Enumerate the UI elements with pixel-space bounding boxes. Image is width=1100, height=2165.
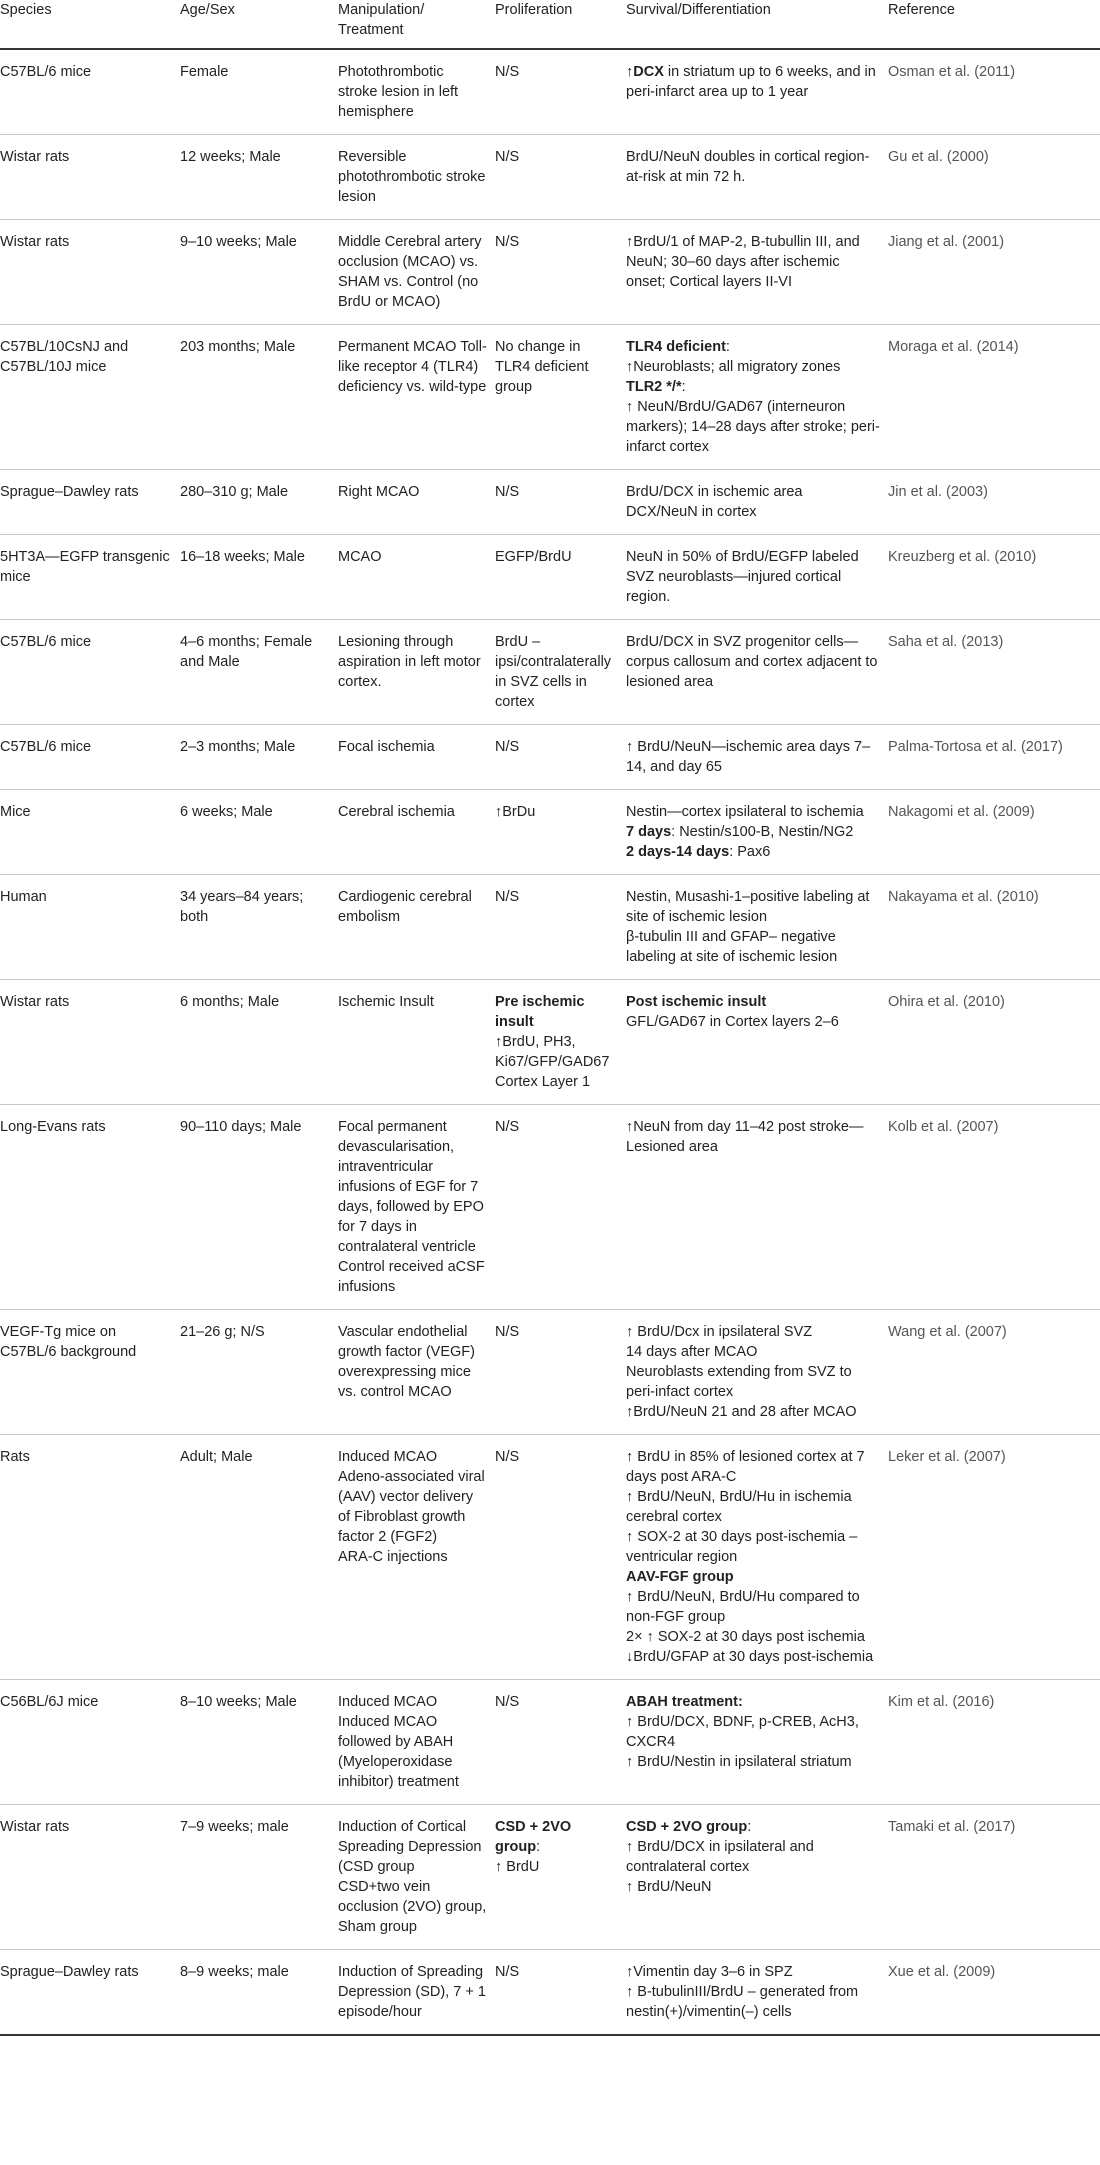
cell-survival xyxy=(626,49,888,135)
survival-line xyxy=(626,992,880,1012)
survival-text: 2× ↑ SOX-2 at 30 days post ischemia xyxy=(626,1629,865,1645)
cell-reference: Kim et al. (2016) xyxy=(888,1680,1100,1805)
cell-age-sex: 6 weeks; Male xyxy=(180,790,338,875)
cell-reference: Osman et al. (2011) xyxy=(888,49,1100,135)
survival-text: Neuroblasts extending from SVZ to peri-infact cortex xyxy=(626,1364,852,1400)
cell-proliferation xyxy=(495,1805,626,1950)
cell-proliferation xyxy=(495,620,626,725)
manipulation-line: Cardiogenic cerebral embolism xyxy=(338,889,472,925)
survival-line xyxy=(626,1567,880,1587)
cell-manipulation xyxy=(338,1435,495,1680)
survival-line xyxy=(626,802,880,822)
header-reference: Reference xyxy=(888,0,1100,49)
cell-proliferation xyxy=(495,725,626,790)
proliferation-text: ↑ BrdU xyxy=(495,1859,540,1875)
survival-text: : xyxy=(725,339,730,355)
proliferation-line xyxy=(495,547,618,567)
manipulation-line: Middle Cerebral artery occlusion (MCAO) vs. SHAM vs. Control (no BrdU or MCAO) xyxy=(338,234,482,310)
header-species: Species xyxy=(0,0,180,49)
manipulation-line: Control received aCSF infusions xyxy=(338,1259,485,1295)
manipulation-line: Cerebral ischemia xyxy=(338,804,455,820)
cell-age-sex: Adult; Male xyxy=(180,1435,338,1680)
table-header xyxy=(0,0,1100,49)
cell-reference: Nakayama et al. (2010) xyxy=(888,875,1100,980)
survival-text: 14 days after MCAO xyxy=(626,1344,758,1360)
cell-survival xyxy=(626,135,888,220)
manipulation-line: Sham group xyxy=(338,1919,417,1935)
proliferation-line xyxy=(495,632,618,712)
cell-reference: Nakagomi et al. (2009) xyxy=(888,790,1100,875)
survival-line xyxy=(626,632,880,692)
proliferation-line xyxy=(495,1322,618,1342)
proliferation-line xyxy=(495,1032,618,1092)
cell-species: C57BL/10CsNJ and C57BL/10J mice xyxy=(0,325,180,470)
header-proliferation: Proliferation xyxy=(495,0,626,49)
cell-proliferation xyxy=(495,1105,626,1310)
cell-proliferation xyxy=(495,325,626,470)
cell-survival xyxy=(626,1680,888,1805)
table-row xyxy=(0,620,1100,725)
survival-line xyxy=(626,927,880,967)
manipulation-line: Induced MCAO xyxy=(338,1694,438,1710)
cell-reference: Gu et al. (2000) xyxy=(888,135,1100,220)
proliferation-text: No change in TLR4 deficient group xyxy=(495,339,589,395)
proliferation-text: N/S xyxy=(495,149,520,165)
cell-manipulation xyxy=(338,1805,495,1950)
cell-age-sex: 12 weeks; Male xyxy=(180,135,338,220)
survival-line xyxy=(626,147,880,187)
survival-text: GFL/GAD67 in Cortex layers 2–6 xyxy=(626,1014,839,1030)
survival-line xyxy=(626,1982,880,2022)
table-row xyxy=(0,325,1100,470)
survival-line xyxy=(626,1752,880,1772)
survival-text: BrdU/NeuN doubles in cortical region-at-risk at min 72 h. xyxy=(626,149,870,185)
proliferation-line xyxy=(495,1962,618,1982)
cell-proliferation xyxy=(495,875,626,980)
cell-reference: Jin et al. (2003) xyxy=(888,470,1100,535)
survival-line xyxy=(626,1692,880,1712)
survival-text: TLR4 deficient xyxy=(626,339,726,355)
manipulation-line: Permanent MCAO Toll-like receptor 4 (TLR4) deficiency vs. wild-type xyxy=(338,339,487,395)
cell-proliferation xyxy=(495,535,626,620)
cell-manipulation xyxy=(338,1680,495,1805)
cell-survival xyxy=(626,1105,888,1310)
cell-manipulation xyxy=(338,470,495,535)
survival-text: ABAH treatment: xyxy=(626,1694,743,1710)
survival-line xyxy=(626,1647,880,1667)
header-survival: Survival/Differentiation xyxy=(626,0,888,49)
cell-manipulation xyxy=(338,535,495,620)
proliferation-text: N/S xyxy=(495,234,520,250)
survival-line xyxy=(626,1962,880,1982)
proliferation-line xyxy=(495,482,618,502)
survival-line xyxy=(626,1817,880,1837)
survival-text: ↑ B-tubulinIII/BrdU – generated from nestin(+)/vimentin(–) cells xyxy=(626,1984,859,2020)
survival-line xyxy=(626,482,880,502)
cell-species: C57BL/6 mice xyxy=(0,49,180,135)
cell-survival xyxy=(626,980,888,1105)
table-row xyxy=(0,1950,1100,2036)
survival-text: ↑DCX xyxy=(626,64,664,80)
proliferation-text: N/S xyxy=(495,64,520,80)
cell-manipulation xyxy=(338,1950,495,2036)
cell-manipulation xyxy=(338,790,495,875)
survival-line xyxy=(626,822,880,842)
survival-text: CSD + 2VO group xyxy=(626,1819,748,1835)
proliferation-line xyxy=(495,1857,618,1877)
manipulation-line: Adeno-associated viral (AAV) vector delivery of Fibroblast growth factor 2 (FGF2) xyxy=(338,1469,485,1545)
proliferation-line xyxy=(495,1817,618,1857)
cell-survival xyxy=(626,1310,888,1435)
survival-line xyxy=(626,1012,880,1032)
survival-line xyxy=(626,1447,880,1487)
proliferation-line xyxy=(495,62,618,82)
cell-species: Wistar rats xyxy=(0,135,180,220)
cell-reference: Kolb et al. (2007) xyxy=(888,1105,1100,1310)
survival-line xyxy=(626,337,880,357)
survival-text: Post ischemic insult xyxy=(626,994,767,1010)
survival-line xyxy=(626,1322,880,1342)
proliferation-line xyxy=(495,1692,618,1712)
cell-proliferation xyxy=(495,980,626,1105)
survival-text: ↑NeuN from day 11–42 post stroke—Lesioned area xyxy=(626,1119,864,1155)
survival-line xyxy=(626,1712,880,1752)
cell-proliferation xyxy=(495,790,626,875)
survival-text: BrdU/DCX in ischemic area xyxy=(626,484,803,500)
survival-text: ↑Neuroblasts; all migratory zones xyxy=(626,359,841,375)
cell-proliferation xyxy=(495,1950,626,2036)
proliferation-text: N/S xyxy=(495,1964,520,1980)
proliferation-line xyxy=(495,232,618,252)
cell-manipulation xyxy=(338,620,495,725)
cell-age-sex: 34 years–84 years; both xyxy=(180,875,338,980)
survival-text: NeuN in 50% of BrdU/EGFP labeled SVZ neuroblasts—injured cortical region. xyxy=(626,549,859,605)
cell-species: Long-Evans rats xyxy=(0,1105,180,1310)
cell-proliferation xyxy=(495,49,626,135)
cell-manipulation xyxy=(338,875,495,980)
cell-age-sex: 8–10 weeks; Male xyxy=(180,1680,338,1805)
cell-proliferation xyxy=(495,470,626,535)
cell-proliferation xyxy=(495,1310,626,1435)
cell-manipulation xyxy=(338,135,495,220)
survival-text: 2 days-14 days xyxy=(626,844,730,860)
cell-age-sex: 90–110 days; Male xyxy=(180,1105,338,1310)
survival-text: : xyxy=(747,1819,752,1835)
survival-text: in striatum up to 6 weeks, and in peri-infarct area up to 1 year xyxy=(626,64,876,100)
table-row xyxy=(0,1805,1100,1950)
cell-species: C57BL/6 mice xyxy=(0,725,180,790)
proliferation-text: BrdU –ipsi/contralaterally in SVZ cells in cortex xyxy=(495,634,612,710)
cell-reference: Kreuzberg et al. (2010) xyxy=(888,535,1100,620)
proliferation-text: N/S xyxy=(495,484,520,500)
survival-text: ↑Vimentin day 3–6 in SPZ xyxy=(626,1964,793,1980)
survival-text: ↑ BrdU/NeuN, BrdU/Hu compared to non-FGF group xyxy=(626,1589,860,1625)
cell-proliferation xyxy=(495,1435,626,1680)
table-row xyxy=(0,1435,1100,1680)
survival-line xyxy=(626,737,880,777)
proliferation-text: N/S xyxy=(495,1449,520,1465)
cell-reference: Palma-Tortosa et al. (2017) xyxy=(888,725,1100,790)
table-row xyxy=(0,535,1100,620)
survival-line xyxy=(626,1362,880,1402)
proliferation-text: CSD + 2VO group xyxy=(495,1819,572,1855)
table-row xyxy=(0,980,1100,1105)
proliferation-line xyxy=(495,1447,618,1467)
cell-manipulation xyxy=(338,49,495,135)
cell-age-sex: 4–6 months; Female and Male xyxy=(180,620,338,725)
cell-species: Wistar rats xyxy=(0,1805,180,1950)
table-row xyxy=(0,49,1100,135)
manipulation-line: ARA-C injections xyxy=(338,1549,448,1565)
survival-line xyxy=(626,377,880,397)
survival-line xyxy=(626,887,880,927)
table-row xyxy=(0,1680,1100,1805)
survival-text: : xyxy=(681,379,686,395)
cell-age-sex: 203 months; Male xyxy=(180,325,338,470)
cell-survival xyxy=(626,535,888,620)
cell-proliferation xyxy=(495,220,626,325)
manipulation-line: Lesioning through aspiration in left motor cortex. xyxy=(338,634,481,690)
survival-line xyxy=(626,1627,880,1647)
cell-age-sex: 8–9 weeks; male xyxy=(180,1950,338,2036)
survival-text: AAV-FGF group xyxy=(626,1569,734,1585)
survival-line xyxy=(626,357,880,377)
survival-text: DCX/NeuN in cortex xyxy=(626,504,757,520)
cell-manipulation xyxy=(338,325,495,470)
proliferation-line xyxy=(495,337,618,397)
cell-survival xyxy=(626,470,888,535)
survival-text: ↑BrdU/NeuN 21 and 28 after MCAO xyxy=(626,1404,857,1420)
cell-reference: Saha et al. (2013) xyxy=(888,620,1100,725)
survival-text: ↑ BrdU/Dcx in ipsilateral SVZ xyxy=(626,1324,813,1340)
survival-text: ↑ BrdU/DCX, BDNF, p-CREB, AcH3, CXCR4 xyxy=(626,1714,859,1750)
survival-line xyxy=(626,397,880,457)
cell-species: Human xyxy=(0,875,180,980)
proliferation-text: N/S xyxy=(495,1324,520,1340)
cell-survival xyxy=(626,1950,888,2036)
proliferation-text: EGFP/BrdU xyxy=(495,549,572,565)
cell-species: C56BL/6J mice xyxy=(0,1680,180,1805)
cell-species: Wistar rats xyxy=(0,980,180,1105)
survival-text: BrdU/DCX in SVZ progenitor cells—corpus callosum and cortex adjacent to lesioned area xyxy=(626,634,878,690)
survival-text: 7 days xyxy=(626,824,672,840)
cell-survival xyxy=(626,620,888,725)
survival-text: ↑ BrdU/NeuN—ischemic area days 7–14, and day 65 xyxy=(626,739,871,775)
manipulation-line: Induced MCAO xyxy=(338,1449,438,1465)
survival-text: ↑ NeuN/BrdU/GAD67 (interneuron markers); 14–28 days after stroke; peri-infarct cortex xyxy=(626,399,880,455)
survival-line xyxy=(626,1527,880,1567)
cell-species: VEGF-Tg mice on C57BL/6 background xyxy=(0,1310,180,1435)
cell-reference: Moraga et al. (2014) xyxy=(888,325,1100,470)
cell-reference: Ohira et al. (2010) xyxy=(888,980,1100,1105)
cell-manipulation xyxy=(338,1310,495,1435)
cell-survival xyxy=(626,220,888,325)
cell-manipulation xyxy=(338,980,495,1105)
cell-reference: Leker et al. (2007) xyxy=(888,1435,1100,1680)
survival-text: ↑ BrdU/NeuN xyxy=(626,1879,712,1895)
cell-age-sex: 6 months; Male xyxy=(180,980,338,1105)
manipulation-line: Reversible photothrombotic stroke lesion xyxy=(338,149,486,205)
survival-line xyxy=(626,1487,880,1527)
proliferation-line xyxy=(495,1117,618,1137)
manipulation-line: Induction of Cortical Spreading Depression (CSD group xyxy=(338,1819,482,1875)
table-row xyxy=(0,1310,1100,1435)
manipulation-line: MCAO xyxy=(338,549,382,565)
survival-line xyxy=(626,1877,880,1897)
cell-survival xyxy=(626,790,888,875)
survival-text: β-tubulin III and GFAP– negative labeling at site of ischemic lesion xyxy=(626,929,838,965)
proliferation-text: N/S xyxy=(495,889,520,905)
manipulation-line: Induced MCAO followed by ABAH (Myeloperoxidase inhibitor) treatment xyxy=(338,1714,459,1790)
manipulation-line: Induction of Spreading Depression (SD), 7 + 1 episode/hour xyxy=(338,1964,486,2020)
survival-line xyxy=(626,1117,880,1157)
survival-text: ↑ SOX-2 at 30 days post-ischemia – ventricular region xyxy=(626,1529,858,1565)
table-row xyxy=(0,790,1100,875)
survival-text: ↑ BrdU in 85% of lesioned cortex at 7 days post ARA-C xyxy=(626,1449,865,1485)
cell-age-sex: 280–310 g; Male xyxy=(180,470,338,535)
manipulation-line: Focal permanent devascularisation, intraventricular infusions of EGF for 7 days, followed by EPO for 7 days in contralateral ventricle xyxy=(338,1119,484,1255)
cell-manipulation xyxy=(338,220,495,325)
survival-text: ↑ BrdU/DCX in ipsilateral and contralateral cortex xyxy=(626,1839,814,1875)
survival-text: : Nestin/s100-B, Nestin/NG2 xyxy=(671,824,854,840)
header-row xyxy=(0,0,1100,49)
manipulation-line: Photothrombotic stroke lesion in left hemisphere xyxy=(338,64,459,120)
table-body xyxy=(0,49,1100,2035)
table-row xyxy=(0,1105,1100,1310)
manipulation-line: Ischemic Insult xyxy=(338,994,434,1010)
cell-age-sex: 21–26 g; N/S xyxy=(180,1310,338,1435)
cell-survival xyxy=(626,875,888,980)
proliferation-line xyxy=(495,887,618,907)
survival-line xyxy=(626,1837,880,1877)
cell-survival xyxy=(626,1805,888,1950)
manipulation-line: Vascular endothelial growth factor (VEGF) overexpressing mice vs. control MCAO xyxy=(338,1324,475,1400)
header-age-sex: Age/Sex xyxy=(180,0,338,49)
cell-species: 5HT3A—EGFP transgenic mice xyxy=(0,535,180,620)
cell-reference: Jiang et al. (2001) xyxy=(888,220,1100,325)
cell-species: Mice xyxy=(0,790,180,875)
cell-survival xyxy=(626,325,888,470)
cell-age-sex: 9–10 weeks; Male xyxy=(180,220,338,325)
proliferation-text: N/S xyxy=(495,1119,520,1135)
cell-proliferation xyxy=(495,135,626,220)
cell-proliferation xyxy=(495,1680,626,1805)
survival-line xyxy=(626,62,880,102)
proliferation-text: N/S xyxy=(495,1694,520,1710)
cell-age-sex: 16–18 weeks; Male xyxy=(180,535,338,620)
cell-age-sex: 7–9 weeks; male xyxy=(180,1805,338,1950)
cell-age-sex: 2–3 months; Male xyxy=(180,725,338,790)
survival-text: ↑ BrdU/Nestin in ipsilateral striatum xyxy=(626,1754,852,1770)
cell-reference: Wang et al. (2007) xyxy=(888,1310,1100,1435)
proliferation-text: ↑BrDu xyxy=(495,804,536,820)
cell-species: C57BL/6 mice xyxy=(0,620,180,725)
proliferation-text: N/S xyxy=(495,739,520,755)
proliferation-line xyxy=(495,147,618,167)
proliferation-text: : xyxy=(536,1839,541,1855)
table-row xyxy=(0,875,1100,980)
header-manipulation: Manipulation/ Treatment xyxy=(338,0,495,49)
proliferation-line xyxy=(495,992,618,1032)
cell-species: Sprague–Dawley rats xyxy=(0,470,180,535)
manipulation-line: Focal ischemia xyxy=(338,739,435,755)
survival-text: ↑ BrdU/NeuN, BrdU/Hu in ischemia cerebral cortex xyxy=(626,1489,852,1525)
survival-line xyxy=(626,232,880,292)
survival-line xyxy=(626,1587,880,1627)
survival-text: ↓BrdU/GFAP at 30 days post-ischemia xyxy=(626,1649,874,1665)
table-row xyxy=(0,135,1100,220)
cell-manipulation xyxy=(338,1105,495,1310)
cell-survival xyxy=(626,1435,888,1680)
proliferation-text: Pre ischemic insult xyxy=(495,994,585,1030)
survival-text: : Pax6 xyxy=(729,844,771,860)
cell-age-sex: Female xyxy=(180,49,338,135)
cell-reference: Xue et al. (2009) xyxy=(888,1950,1100,2036)
survival-text: ↑BrdU/1 of MAP-2, B-tubullin III, and NeuN; 30–60 days after ischemic onset; Cortical layers II-VI xyxy=(626,234,860,290)
table-row xyxy=(0,220,1100,325)
cell-species: Sprague–Dawley rats xyxy=(0,1950,180,2036)
table-row xyxy=(0,725,1100,790)
cell-manipulation xyxy=(338,725,495,790)
manipulation-line: Right MCAO xyxy=(338,484,420,500)
cell-species: Wistar rats xyxy=(0,220,180,325)
proliferation-line xyxy=(495,802,618,822)
manipulation-line: CSD+two vein occlusion (2VO) group, xyxy=(338,1879,487,1915)
survival-text: Nestin, Musashi-1–positive labeling at site of ischemic lesion xyxy=(626,889,870,925)
cell-reference: Tamaki et al. (2017) xyxy=(888,1805,1100,1950)
proliferation-text: ↑BrdU, PH3, Ki67/GFP/GAD67 Cortex Layer 1 xyxy=(495,1034,610,1090)
survival-line xyxy=(626,1402,880,1422)
survival-line xyxy=(626,502,880,522)
cell-species: Rats xyxy=(0,1435,180,1680)
proliferation-line xyxy=(495,737,618,757)
survival-text: TLR2 */* xyxy=(626,379,682,395)
survival-line xyxy=(626,1342,880,1362)
survival-text: Nestin—cortex ipsilateral to ischemia xyxy=(626,804,864,820)
table-row xyxy=(0,470,1100,535)
survival-line xyxy=(626,547,880,607)
survival-line xyxy=(626,842,880,862)
cell-survival xyxy=(626,725,888,790)
